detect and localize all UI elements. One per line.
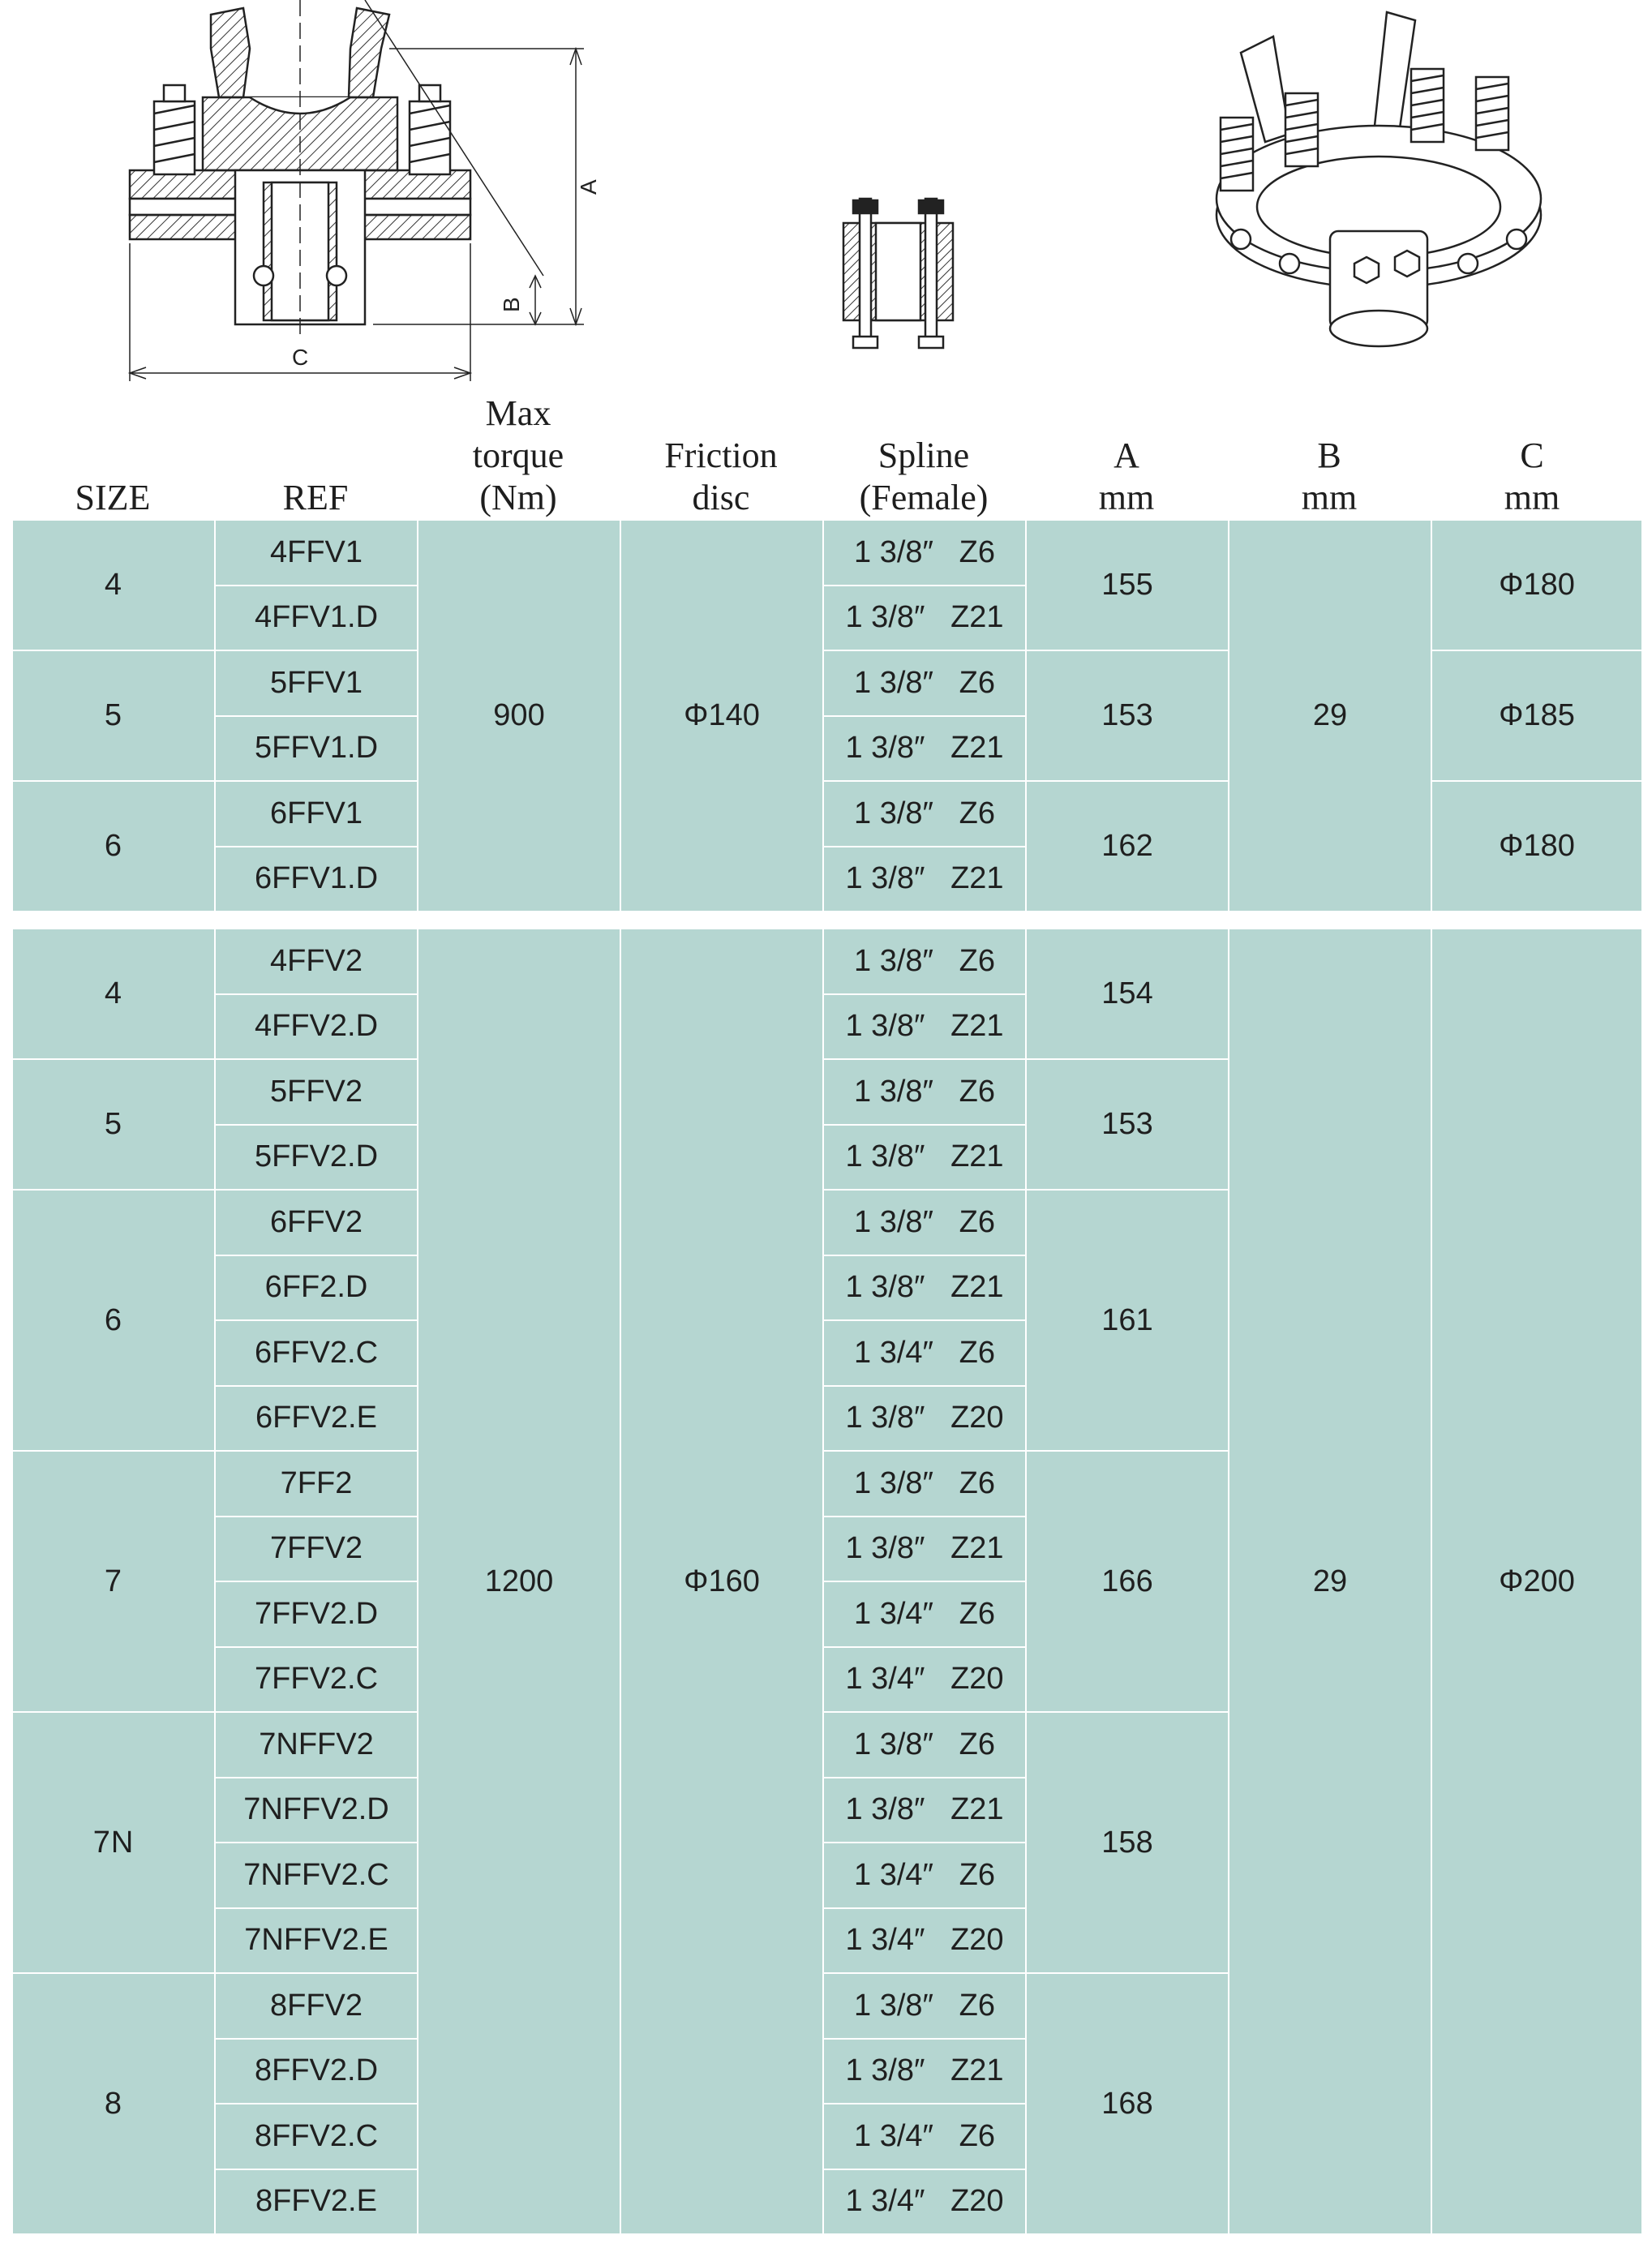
spline-cell: 1 3/8″ Z6 bbox=[823, 520, 1026, 586]
a-cell: 154 bbox=[1026, 929, 1229, 1059]
ref-cell: 6FF2.D bbox=[215, 1255, 418, 1321]
size-cell: 6 bbox=[12, 781, 215, 912]
spline-cell: 1 3/8″ Z21 bbox=[823, 716, 1026, 782]
header-ref: REF bbox=[282, 478, 349, 517]
spline-cell: 1 3/8″ Z21 bbox=[823, 586, 1026, 651]
ref-cell: 5FFV2 bbox=[215, 1059, 418, 1125]
b-cell: 29 bbox=[1229, 929, 1431, 2234]
spline-cell: 1 3/8″ Z21 bbox=[823, 2039, 1026, 2104]
header-c-mm: C mm bbox=[1504, 435, 1560, 517]
spline-cell: 1 3/8″ Z6 bbox=[823, 1190, 1026, 1255]
ref-cell: 7FFV2 bbox=[215, 1517, 418, 1582]
spline-cell: 1 3/8″ Z21 bbox=[823, 1778, 1026, 1843]
spline-cell: 1 3/8″ Z21 bbox=[823, 847, 1026, 912]
header-max-torque: Max torque (Nm) bbox=[472, 393, 564, 517]
a-cell: 155 bbox=[1026, 520, 1229, 650]
cross-section-drawing bbox=[122, 0, 738, 381]
ref-cell: 7FFV2.C bbox=[215, 1647, 418, 1713]
ref-cell: 4FFV1 bbox=[215, 520, 418, 586]
ref-cell: 6FFV1 bbox=[215, 781, 418, 847]
header-size: SIZE bbox=[75, 478, 151, 517]
ref-cell: 6FFV1.D bbox=[215, 847, 418, 912]
ref-cell: 5FFV1 bbox=[215, 650, 418, 716]
ref-cell: 8FFV2.D bbox=[215, 2039, 418, 2104]
ref-cell: 6FFV2 bbox=[215, 1190, 418, 1255]
ref-cell: 8FFV2 bbox=[215, 1973, 418, 2039]
header-b-mm: B mm bbox=[1301, 435, 1358, 517]
spline-cell: 1 3/8″ Z6 bbox=[823, 650, 1026, 716]
spline-cell: 1 3/8″ Z6 bbox=[823, 781, 1026, 847]
size-cell: 5 bbox=[12, 650, 215, 781]
spline-cell: 1 3/4″ Z6 bbox=[823, 2104, 1026, 2169]
ref-cell: 6FFV2.E bbox=[215, 1386, 418, 1452]
spec-table-900 bbox=[11, 519, 1643, 912]
spline-cell: 1 3/8″ Z6 bbox=[823, 1451, 1026, 1517]
table-row bbox=[12, 929, 1642, 994]
a-cell: 158 bbox=[1026, 1712, 1229, 1973]
c-cell: Φ180 bbox=[1431, 781, 1642, 912]
ref-cell: 7FF2 bbox=[215, 1451, 418, 1517]
ref-cell: 8FFV2.C bbox=[215, 2104, 418, 2169]
friction-disc-cell: Φ160 bbox=[620, 929, 823, 2234]
a-cell: 166 bbox=[1026, 1451, 1229, 1712]
ref-cell: 7NFFV2.E bbox=[215, 1908, 418, 1974]
ref-cell: 8FFV2.E bbox=[215, 2169, 418, 2235]
a-cell: 162 bbox=[1026, 781, 1229, 912]
spline-cell: 1 3/8″ Z20 bbox=[823, 1386, 1026, 1452]
c-cell: Φ180 bbox=[1431, 520, 1642, 650]
spec-table-1200 bbox=[11, 928, 1643, 2235]
c-cell: Φ185 bbox=[1431, 650, 1642, 781]
spline-cell: 1 3/4″ Z20 bbox=[823, 1908, 1026, 1974]
spline-cell: 1 3/4″ Z20 bbox=[823, 1647, 1026, 1713]
torque-cell: 1200 bbox=[418, 929, 620, 2234]
spline-cell: 1 3/4″ Z6 bbox=[823, 1581, 1026, 1647]
spline-cell: 1 3/4″ Z6 bbox=[823, 1320, 1026, 1386]
friction-disc-cell: Φ140 bbox=[620, 520, 823, 912]
spline-cell: 1 3/8″ Z6 bbox=[823, 1059, 1026, 1125]
a-cell: 161 bbox=[1026, 1190, 1229, 1451]
table-row bbox=[12, 520, 1642, 586]
ref-cell: 7FFV2.D bbox=[215, 1581, 418, 1647]
spline-cell: 1 3/8″ Z21 bbox=[823, 1255, 1026, 1321]
size-cell: 8 bbox=[12, 1973, 215, 2234]
header-spline: Spline (Female) bbox=[859, 435, 989, 517]
perspective-drawing bbox=[1192, 4, 1565, 361]
dimension-label-c: C bbox=[292, 345, 309, 370]
ref-cell: 7NFFV2 bbox=[215, 1712, 418, 1778]
spline-cell: 1 3/8″ Z6 bbox=[823, 1712, 1026, 1778]
spline-cell: 1 3/8″ Z21 bbox=[823, 1517, 1026, 1582]
size-cell: 6 bbox=[12, 1190, 215, 1451]
spline-cell: 1 3/4″ Z6 bbox=[823, 1843, 1026, 1908]
a-cell: 168 bbox=[1026, 1973, 1229, 2234]
size-cell: 4 bbox=[12, 520, 215, 650]
a-cell: 153 bbox=[1026, 1059, 1229, 1190]
ref-cell: 5FFV1.D bbox=[215, 716, 418, 782]
ref-cell: 4FFV1.D bbox=[215, 586, 418, 651]
size-cell: 4 bbox=[12, 929, 215, 1059]
spline-cell: 1 3/8″ Z6 bbox=[823, 929, 1026, 994]
ref-cell: 4FFV2.D bbox=[215, 994, 418, 1060]
torque-cell: 900 bbox=[418, 520, 620, 912]
ref-cell: 4FFV2 bbox=[215, 929, 418, 994]
spline-section-drawing bbox=[835, 191, 965, 353]
dimension-label-b: B bbox=[499, 297, 524, 312]
size-cell: 5 bbox=[12, 1059, 215, 1190]
header-a-mm: A mm bbox=[1098, 435, 1155, 517]
spline-cell: 1 3/8″ Z6 bbox=[823, 1973, 1026, 2039]
a-cell: 153 bbox=[1026, 650, 1229, 781]
b-cell: 29 bbox=[1229, 520, 1431, 912]
ref-cell: 6FFV2.C bbox=[215, 1320, 418, 1386]
spline-cell: 1 3/4″ Z20 bbox=[823, 2169, 1026, 2235]
spline-cell: 1 3/8″ Z21 bbox=[823, 1125, 1026, 1191]
c-cell: Φ200 bbox=[1431, 929, 1642, 2234]
drawings-area bbox=[0, 0, 1652, 389]
header-friction-disc: Friction disc bbox=[664, 435, 778, 517]
ref-cell: 7NFFV2.C bbox=[215, 1843, 418, 1908]
size-cell: 7N bbox=[12, 1712, 215, 1973]
ref-cell: 7NFFV2.D bbox=[215, 1778, 418, 1843]
ref-cell: 5FFV2.D bbox=[215, 1125, 418, 1191]
size-cell: 7 bbox=[12, 1451, 215, 1712]
spline-cell: 1 3/8″ Z21 bbox=[823, 994, 1026, 1060]
dimension-label-a: A bbox=[576, 179, 601, 195]
